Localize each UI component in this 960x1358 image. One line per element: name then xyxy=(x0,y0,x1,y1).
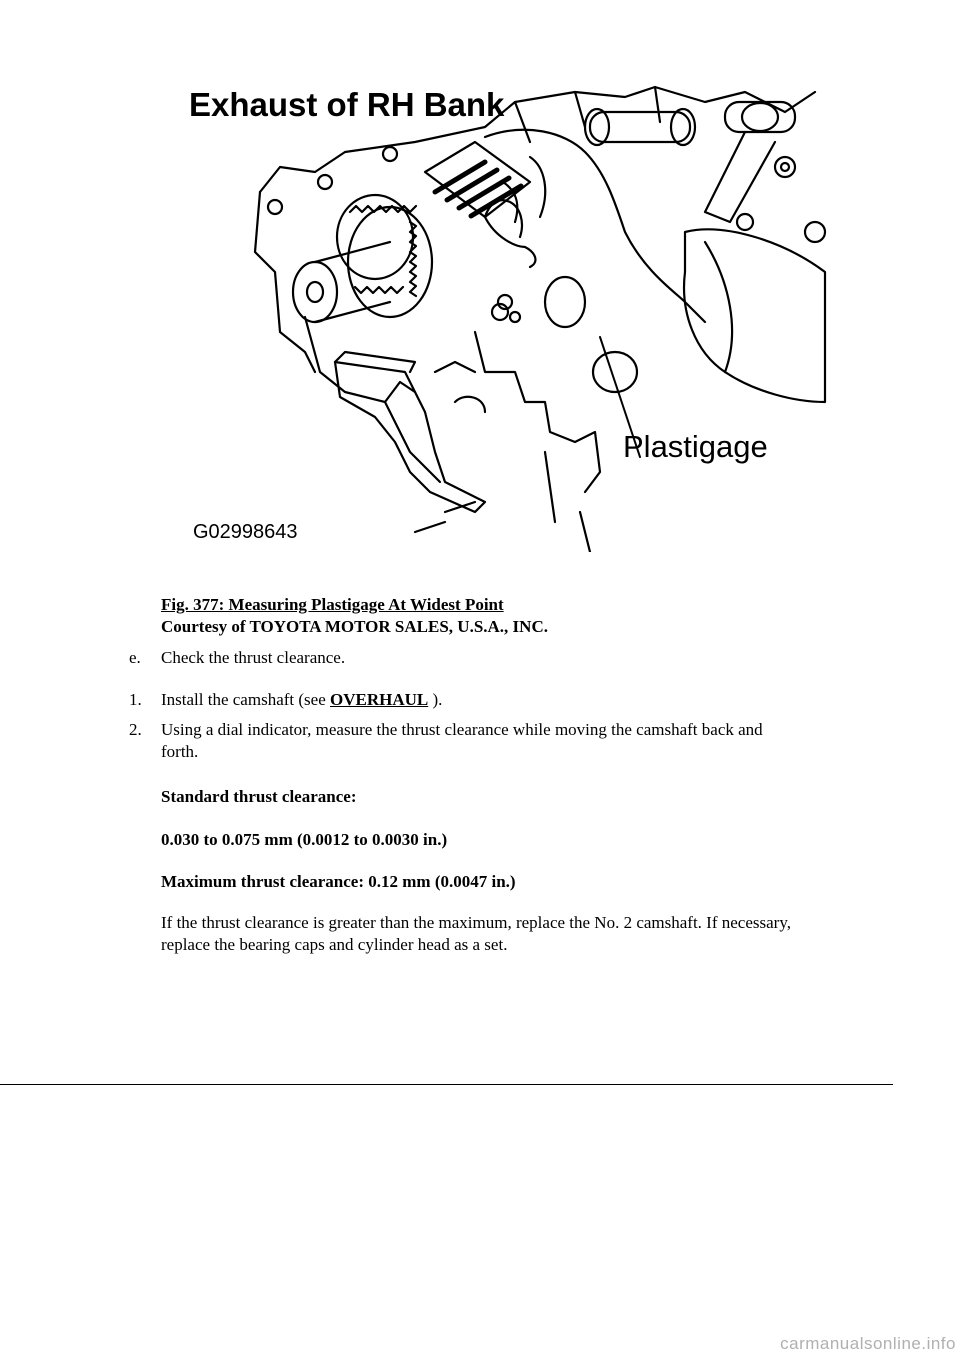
figure-code: G02998643 xyxy=(193,521,298,543)
replacement-note-line2: replace the bearing caps and cylinder head as a set. xyxy=(161,935,508,954)
figure-title-label: Exhaust of RH Bank xyxy=(189,86,505,123)
plastigage-callout-label: Plastigage xyxy=(623,429,768,464)
step-1-marker: 1. xyxy=(129,690,142,709)
figure-caption xyxy=(161,594,548,638)
step-2-text-line1: Using a dial indicator, measure the thrust clearance while moving the camshaft back and xyxy=(161,720,763,739)
step-2-marker: 2. xyxy=(129,720,142,739)
step-2-text xyxy=(161,719,861,763)
page-divider xyxy=(0,1084,893,1085)
site-watermark: carmanualsonline.info xyxy=(780,1334,956,1353)
plastigage-illustration xyxy=(185,72,830,552)
step-e-marker: e. xyxy=(129,648,141,667)
standard-clearance-label: Standard thrust clearance: xyxy=(161,787,357,806)
replacement-note-line1: If the thrust clearance is greater than the maximum, replace the No. 2 camshaft. If necessary, xyxy=(161,913,791,932)
step-e-text: Check the thrust clearance. xyxy=(161,648,346,667)
overhaul-link[interactable]: OVERHAUL xyxy=(330,690,429,709)
step-1-text-before: Install the camshaft (see xyxy=(161,690,326,709)
standard-clearance-value: 0.030 to 0.075 mm (0.0012 to 0.0030 in.) xyxy=(161,830,448,849)
maximum-clearance: Maximum thrust clearance: 0.12 mm (0.0047 in.) xyxy=(161,872,516,891)
step-1-text-after: ). xyxy=(432,690,443,709)
figure-caption-credit: Courtesy of TOYOTA MOTOR SALES, U.S.A., INC. xyxy=(161,617,548,636)
replacement-note xyxy=(161,912,891,956)
step-2-text-line2: forth. xyxy=(161,742,199,761)
figure-caption-title[interactable]: Fig. 377: Measuring Plastigage At Widest Point xyxy=(161,595,504,614)
step-1-text xyxy=(161,689,861,711)
